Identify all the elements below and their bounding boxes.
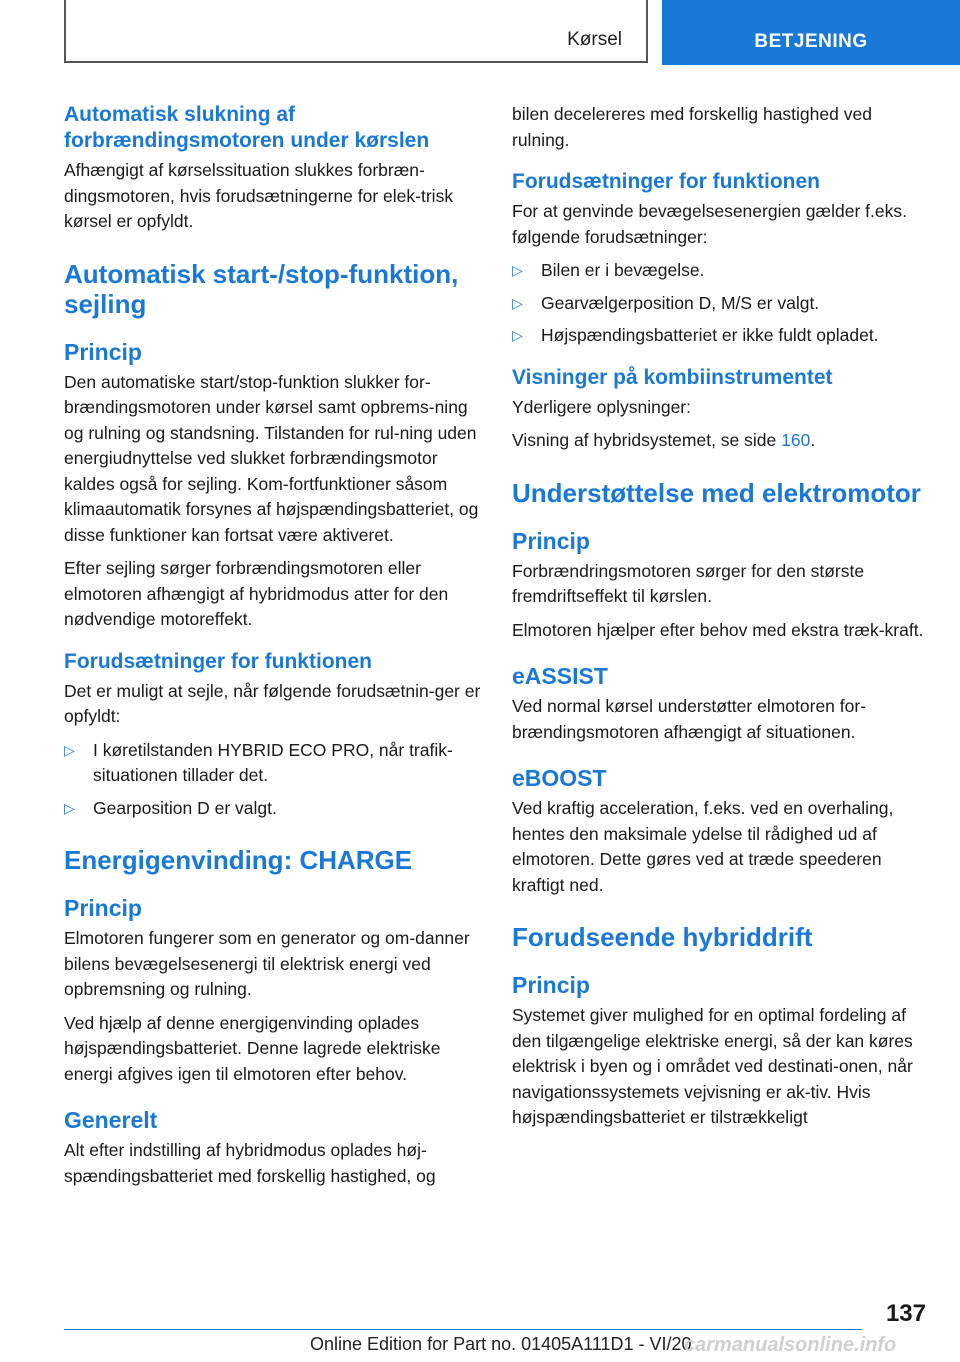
- header-chapter-tab: [662, 0, 960, 65]
- heading-princip-4: Princip: [512, 972, 590, 998]
- paragraph-princip-2b: Ved hjælp af denne energigenvinding oplades højspændingsbatteriet. Denne lagrede elektriske energi afgives igen til elmotoren efter behov.: [64, 1012, 441, 1084]
- paragraph-visninger-1: Yderligere oplysninger:: [512, 396, 691, 417]
- paragraph-princip-4: Systemet giver mulighed for en optimal fordeling af den tilgængelige elektriske energi, så der kan køres elektrisk i byen og i området ved destinati-onen, når navigationssystemets vejvisning er ak-tiv. Hvis højspændingsbatteriet er tilstrækkeligt: [512, 1005, 913, 1127]
- paragraph-auto-off: Afhængigt af kørselssituation slukkes forbræn-dingsmotoren, hvis forudsætningerne for elek-trisk kørsel er opfyldt.: [64, 160, 454, 231]
- paragraph-princip-2: Elmotoren fungerer som en generator og om-danner bilens bevægelsesenergi til elektrisk energi ved opbremsning og rulning.: [64, 928, 470, 999]
- heading-princip-3: Princip: [512, 527, 590, 554]
- paragraph-princip-1b: Efter sejling sørger forbrændingsmotoren eller elmotoren afhængigt af hybridmodus atter for den nødvendige motoreffekt.: [64, 558, 449, 629]
- heading-start-stop: Automatisk start-/stop-funktion, sejling: [64, 258, 459, 319]
- heading-energigenvinding: Energigenvinding: CHARGE: [64, 845, 413, 875]
- header-section-box: [64, 0, 648, 63]
- heading-generelt: Generelt: [64, 1107, 158, 1133]
- paragraph-eboost: Ved kraftig acceleration, f.eks. ved en overhaling, hentes den maksimale ydelse til rådighed ud af elmotoren. Dette gøres ved at træde speederen kraftigt ned.: [512, 798, 894, 895]
- right-column: [512, 102, 928, 1139]
- heading-forudsaetninger-2: Forudsætninger for funktionen: [512, 170, 820, 193]
- list-item: ▷ I køretilstanden HYBRID ECO PRO, når trafik-situationen tillader det.: [64, 739, 453, 785]
- bullet-list-1: [64, 738, 482, 822]
- paragraph-princip-1: Den automatiske start/stop-funktion slukker for-brændingsmotoren under kørsel samt opbrems-ning og rulning og standsning. Tilstanden for rul-ning uden energiudnyttelse ved slukket forbrændingsmotor kaldes også for sejling. Kom-fortfunktioner såsom klimaautomatik forsynes af højspændingsbatteriet, og disse funktioner kan fortsat være aktiveret.: [64, 371, 479, 545]
- heading-forudseende: Forudseende hybriddrift: [512, 922, 813, 952]
- heading-princip-2: Princip: [64, 895, 142, 921]
- heading-forudsaetninger-1: Forudsætninger for funktionen: [64, 649, 372, 673]
- page-number: 137: [885, 1300, 926, 1327]
- list-item: ▷ Højspændingsbatteriet er ikke fuldt opladet.: [512, 323, 928, 349]
- triangle-bullet-icon: ▷: [512, 327, 523, 343]
- paragraph-generelt: Alt efter indstilling af hybridmodus oplades høj-spændingsbatteriet med forskellig hastighed, og: [64, 1140, 436, 1186]
- heading-princip-1: Princip: [64, 338, 142, 365]
- triangle-bullet-icon: ▷: [64, 741, 75, 758]
- paragraph-eassist: Ved normal kørsel understøtter elmotoren for-brændingsmotoren afhængigt af situationen.: [512, 696, 867, 742]
- paragraph-princip-3: Forbrændringsmotoren sørger for den største fremdriftseffekt til kørslen.: [512, 560, 865, 606]
- paragraph-visninger-2: Visning af hybridsystemet, se side 160.: [512, 430, 816, 450]
- list-item: ▷ Bilen er i bevægelse.: [512, 258, 928, 284]
- list-item: ▷ Gearposition D er valgt.: [64, 796, 482, 822]
- chapter-title: BETJENING: [754, 31, 868, 52]
- triangle-bullet-icon: ▷: [64, 799, 75, 816]
- section-title: Kørsel: [567, 29, 622, 50]
- paragraph-princip-3b: Elmotoren hjælper efter behov med ekstra træk-kraft.: [512, 619, 924, 640]
- left-column: [64, 102, 482, 1197]
- triangle-bullet-icon: ▷: [512, 294, 523, 311]
- list-item: ▷ Gearvælgerposition D, M/S er valgt.: [512, 291, 928, 317]
- heading-visninger: Visninger på kombiinstrumentet: [512, 365, 833, 389]
- paragraph-forudsaetninger-1: Det er muligt at sejle, når følgende forudsætnin-ger er opfyldt:: [64, 680, 481, 726]
- heading-eassist: eASSIST: [512, 663, 608, 689]
- paragraph-continued: bilen decelereres med forskellig hastighed ved rulning.: [512, 104, 872, 150]
- footer-divider: [64, 1329, 862, 1330]
- edition-text: Online Edition for Part no. 01405A111D1 - VI/20: [310, 1334, 692, 1354]
- watermark-logo: carmanualsonline.info: [684, 1334, 897, 1356]
- heading-understottelse: Understøttelse med elektromotor: [512, 477, 921, 508]
- page-reference-link[interactable]: 160: [781, 430, 811, 450]
- bullet-list-2: [512, 258, 928, 349]
- triangle-bullet-icon: ▷: [512, 262, 523, 278]
- paragraph-forudsaetninger-2: For at genvinde bevægelsesenergien gælder f.eks. følgende forudsætninger:: [512, 201, 907, 247]
- heading-eboost: eBOOST: [512, 765, 607, 791]
- heading-auto-off: Automatisk slukning af forbrændingsmotoren under kørslen: [64, 103, 430, 152]
